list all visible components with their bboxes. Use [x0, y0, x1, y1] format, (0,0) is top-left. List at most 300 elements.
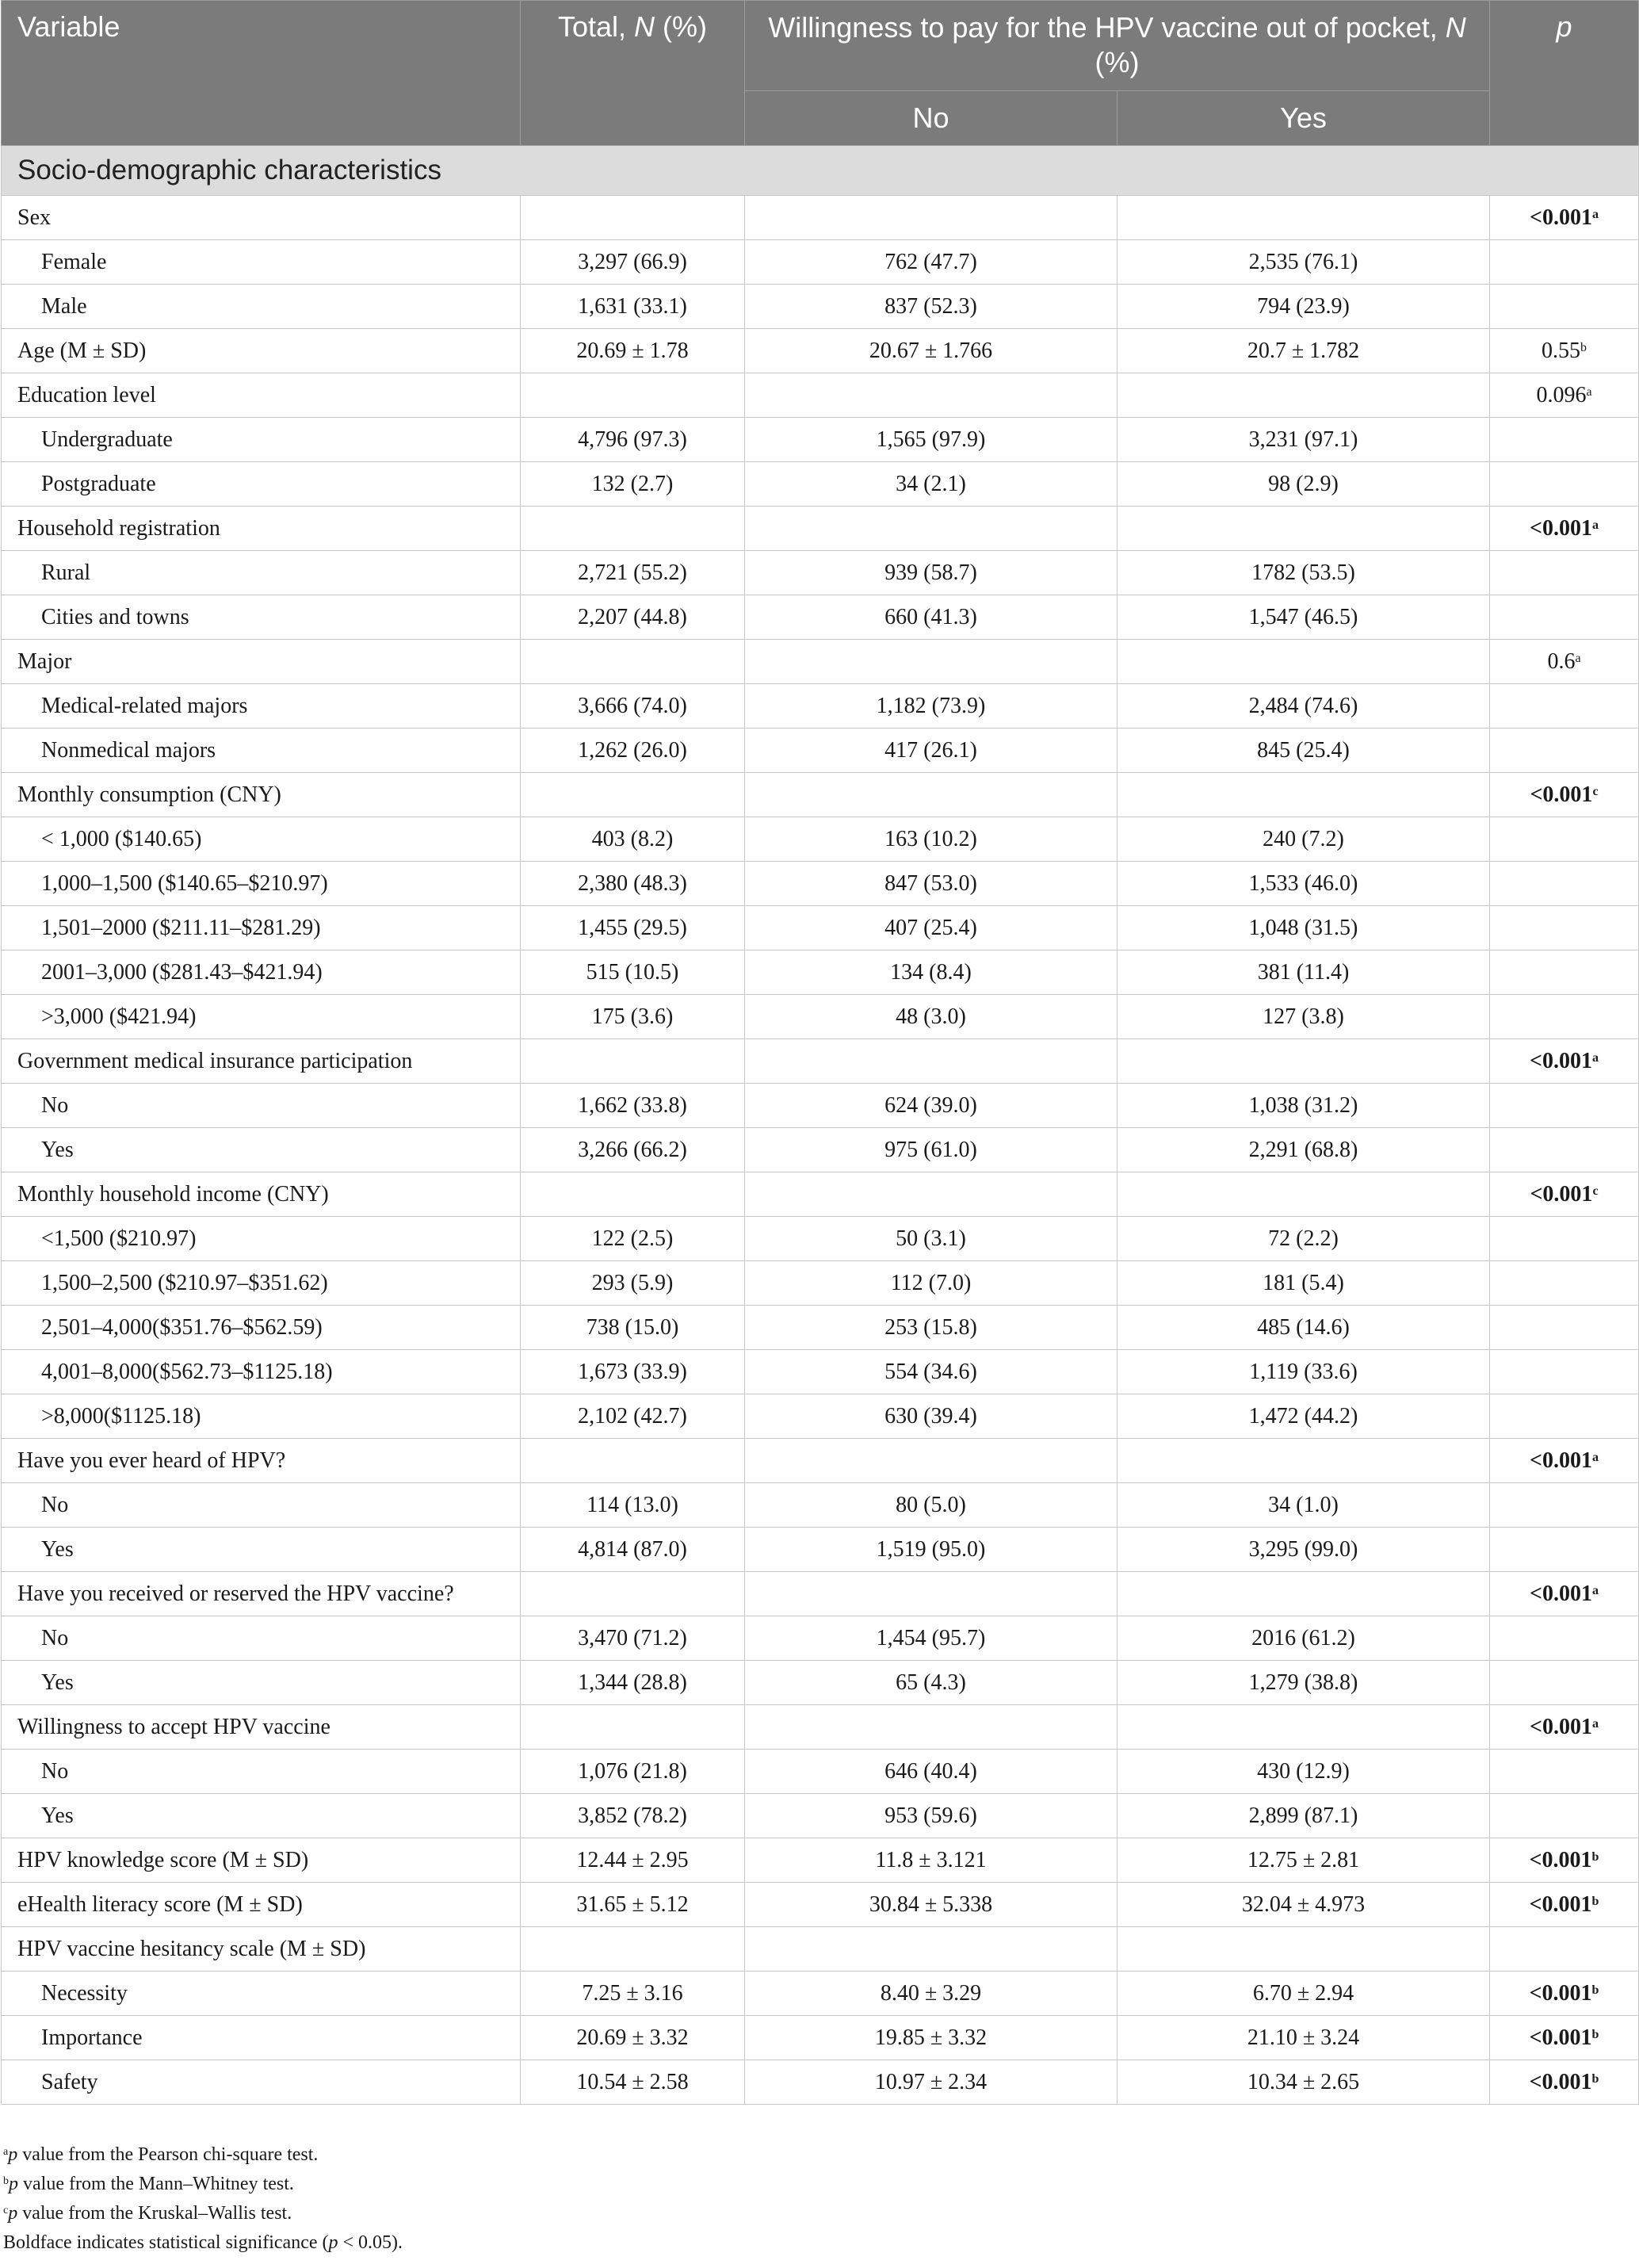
table-header — [2, 1, 1639, 146]
row-label: Major — [2, 640, 521, 684]
row-label: HPV knowledge score (M ± SD) — [2, 1838, 521, 1883]
footnote-text: value from the Pearson chi-square test. — [17, 2144, 319, 2165]
table-row — [2, 1039, 1639, 1084]
cell-yes: 1,048 (31.5) — [1118, 906, 1490, 950]
cell-yes: 381 (11.4) — [1118, 950, 1490, 995]
cell-yes: 2016 (61.2) — [1118, 1616, 1490, 1661]
cell-yes: 1782 (53.5) — [1118, 551, 1490, 595]
cell-total: 1,262 (26.0) — [521, 729, 745, 773]
cell-no — [745, 1572, 1118, 1616]
cell-p-value — [1490, 950, 1639, 995]
row-label: Household registration — [2, 507, 521, 551]
p-value-note-marker: b — [1580, 340, 1587, 354]
cell-no — [745, 1439, 1118, 1483]
table-row — [2, 373, 1639, 418]
cell-total — [521, 773, 745, 817]
cell-total: 3,852 (78.2) — [521, 1794, 745, 1838]
row-label: Yes — [2, 1661, 521, 1705]
table-row — [2, 1750, 1639, 1794]
cell-no: 407 (25.4) — [745, 906, 1118, 950]
row-label: Yes — [2, 1128, 521, 1172]
row-label: 4,001–8,000($562.73–$1125.18) — [2, 1350, 521, 1394]
cell-total: 20.69 ± 1.78 — [521, 329, 745, 373]
cell-total: 1,344 (28.8) — [521, 1661, 745, 1705]
cell-no: 646 (40.4) — [745, 1750, 1118, 1794]
p-value-note-marker: a — [1592, 1716, 1599, 1731]
cell-yes: 34 (1.0) — [1118, 1483, 1490, 1528]
row-label: Cities and towns — [2, 595, 521, 640]
table-row — [2, 1439, 1639, 1483]
table-row — [2, 862, 1639, 906]
cell-no — [745, 1927, 1118, 1972]
p-value-note-marker: b — [1591, 2071, 1599, 2086]
table-row — [2, 729, 1639, 773]
cell-yes: 3,295 (99.0) — [1118, 1528, 1490, 1572]
cell-yes: 32.04 ± 4.973 — [1118, 1883, 1490, 1927]
cell-p-value — [1490, 196, 1639, 240]
table-row — [2, 773, 1639, 817]
table-row — [2, 1661, 1639, 1705]
header-yes: Yes — [1118, 91, 1490, 146]
table-row — [2, 1261, 1639, 1306]
cell-total: 132 (2.7) — [521, 462, 745, 507]
cell-yes: 3,231 (97.1) — [1118, 418, 1490, 462]
footnote-marker: c — [3, 2205, 9, 2216]
table-row — [2, 1528, 1639, 1572]
cell-no: 953 (59.6) — [745, 1794, 1118, 1838]
cell-total: 4,796 (97.3) — [521, 418, 745, 462]
cell-total: 10.54 ± 2.58 — [521, 2060, 745, 2105]
cell-no: 1,454 (95.7) — [745, 1616, 1118, 1661]
p-value: 0.096 — [1536, 382, 1587, 407]
cell-total: 3,297 (66.9) — [521, 240, 745, 285]
row-label: Yes — [2, 1528, 521, 1572]
p-value: <0.001 — [1530, 205, 1592, 230]
row-label: Monthly consumption (CNY) — [2, 773, 521, 817]
table-row — [2, 2060, 1639, 2105]
cell-p-value — [1490, 1039, 1639, 1084]
table-row — [2, 196, 1639, 240]
cell-yes — [1118, 773, 1490, 817]
cell-total — [521, 1572, 745, 1616]
cell-yes: 127 (3.8) — [1118, 995, 1490, 1039]
cell-total: 7.25 ± 3.16 — [521, 1972, 745, 2016]
cell-no: 1,182 (73.9) — [745, 684, 1118, 729]
cell-no — [745, 640, 1118, 684]
cell-p-value — [1490, 1794, 1639, 1838]
cell-total: 20.69 ± 3.32 — [521, 2016, 745, 2060]
cell-yes: 845 (25.4) — [1118, 729, 1490, 773]
cell-p-value — [1490, 1528, 1639, 1572]
cell-total: 3,470 (71.2) — [521, 1616, 745, 1661]
row-label: Nonmedical majors — [2, 729, 521, 773]
footnote-text: Boldface indicates statistical significance ( — [3, 2232, 329, 2253]
p-value: 0.6 — [1547, 648, 1576, 674]
cell-yes — [1118, 640, 1490, 684]
row-label: Have you received or reserved the HPV vaccine? — [2, 1572, 521, 1616]
cell-no — [745, 373, 1118, 418]
cell-no: 624 (39.0) — [745, 1084, 1118, 1128]
cell-p-value — [1490, 1616, 1639, 1661]
cell-yes: 2,899 (87.1) — [1118, 1794, 1490, 1838]
cell-yes: 20.7 ± 1.782 — [1118, 329, 1490, 373]
table-row — [2, 1217, 1639, 1261]
cell-p-value — [1490, 551, 1639, 595]
cell-total: 293 (5.9) — [521, 1261, 745, 1306]
cell-yes: 6.70 ± 2.94 — [1118, 1972, 1490, 2016]
cell-p-value — [1490, 418, 1639, 462]
row-label: Willingness to accept HPV vaccine — [2, 1705, 521, 1750]
p-value: <0.001 — [1530, 782, 1593, 807]
row-label: 1,501–2000 ($211.11–$281.29) — [2, 906, 521, 950]
row-label: Yes — [2, 1794, 521, 1838]
p-value-note-marker: b — [1591, 1983, 1599, 1997]
table-row — [2, 1794, 1639, 1838]
cell-no — [745, 196, 1118, 240]
cell-p-value — [1490, 1261, 1639, 1306]
cell-no: 20.67 ± 1.766 — [745, 329, 1118, 373]
cell-yes: 2,291 (68.8) — [1118, 1128, 1490, 1172]
cell-yes — [1118, 1927, 1490, 1972]
cell-p-value — [1490, 329, 1639, 373]
p-value-note-marker: c — [1592, 784, 1599, 798]
header-variable: Variable — [2, 1, 521, 146]
cell-p-value — [1490, 1439, 1639, 1483]
cell-yes — [1118, 1439, 1490, 1483]
cell-no: 762 (47.7) — [745, 240, 1118, 285]
footnote-p: p — [328, 2232, 338, 2253]
table-row — [2, 2016, 1639, 2060]
footnote-p: p — [8, 2203, 18, 2224]
row-label: < 1,000 ($140.65) — [2, 817, 521, 862]
cell-yes: 1,279 (38.8) — [1118, 1661, 1490, 1705]
cell-no: 48 (3.0) — [745, 995, 1118, 1039]
cell-yes: 98 (2.9) — [1118, 462, 1490, 507]
footnote-text: < 0.05). — [338, 2232, 403, 2253]
cell-no: 554 (34.6) — [745, 1350, 1118, 1394]
table-row — [2, 950, 1639, 995]
p-value-note-marker: a — [1592, 518, 1599, 532]
cell-yes: 181 (5.4) — [1118, 1261, 1490, 1306]
row-label: No — [2, 1483, 521, 1528]
results-table — [1, 0, 1639, 2105]
table-body — [2, 146, 1639, 2105]
p-value: <0.001 — [1530, 1448, 1592, 1473]
cell-total: 403 (8.2) — [521, 817, 745, 862]
table-row — [2, 1084, 1639, 1128]
cell-total — [521, 1705, 745, 1750]
cell-no — [745, 1705, 1118, 1750]
cell-p-value — [1490, 1838, 1639, 1883]
row-label: eHealth literacy score (M ± SD) — [2, 1883, 521, 1927]
cell-no: 975 (61.0) — [745, 1128, 1118, 1172]
table-row — [2, 1838, 1639, 1883]
cell-p-value — [1490, 507, 1639, 551]
cell-total: 1,076 (21.8) — [521, 1750, 745, 1794]
cell-p-value — [1490, 462, 1639, 507]
table-row — [2, 817, 1639, 862]
row-label: No — [2, 1750, 521, 1794]
cell-no — [745, 507, 1118, 551]
cell-p-value — [1490, 1084, 1639, 1128]
cell-total — [521, 196, 745, 240]
table-row — [2, 240, 1639, 285]
p-value: <0.001 — [1529, 1891, 1592, 1917]
p-value-note-marker: a — [1592, 207, 1599, 221]
cell-no — [745, 773, 1118, 817]
table-row — [2, 1616, 1639, 1661]
cell-total: 1,662 (33.8) — [521, 1084, 745, 1128]
cell-yes: 12.75 ± 2.81 — [1118, 1838, 1490, 1883]
cell-yes — [1118, 507, 1490, 551]
p-value-note-marker: b — [1591, 1849, 1599, 1864]
cell-yes: 240 (7.2) — [1118, 817, 1490, 862]
cell-p-value — [1490, 1350, 1639, 1394]
row-label: Have you ever heard of HPV? — [2, 1439, 521, 1483]
cell-p-value — [1490, 1972, 1639, 2016]
cell-no — [745, 1172, 1118, 1217]
cell-p-value — [1490, 595, 1639, 640]
cell-p-value — [1490, 1572, 1639, 1616]
cell-total: 175 (3.6) — [521, 995, 745, 1039]
cell-total — [521, 1172, 745, 1217]
p-value-note-marker: a — [1592, 1583, 1599, 1597]
row-label: 2,501–4,000($351.76–$562.59) — [2, 1306, 521, 1350]
section-row — [2, 146, 1639, 196]
cell-total: 2,207 (44.8) — [521, 595, 745, 640]
table-row — [2, 1172, 1639, 1217]
cell-total: 114 (13.0) — [521, 1483, 745, 1528]
p-value: 0.55 — [1542, 338, 1581, 363]
cell-no: 1,519 (95.0) — [745, 1528, 1118, 1572]
row-label: No — [2, 1616, 521, 1661]
p-value: <0.001 — [1530, 1714, 1592, 1739]
table-footnotes — [3, 2140, 1509, 2258]
cell-yes: 1,119 (33.6) — [1118, 1350, 1490, 1394]
p-value-note-marker: c — [1592, 1184, 1599, 1198]
table-row — [2, 906, 1639, 950]
cell-no — [745, 1039, 1118, 1084]
cell-no: 847 (53.0) — [745, 862, 1118, 906]
cell-total: 122 (2.5) — [521, 1217, 745, 1261]
footnote-p: p — [9, 2174, 18, 2194]
footnote-marker: a — [3, 2146, 9, 2158]
p-value: <0.001 — [1529, 1980, 1592, 2006]
table-row — [2, 684, 1639, 729]
cell-total: 1,673 (33.9) — [521, 1350, 745, 1394]
row-label: >3,000 ($421.94) — [2, 995, 521, 1039]
header-no: No — [745, 91, 1118, 146]
cell-no: 253 (15.8) — [745, 1306, 1118, 1350]
row-label: 1,000–1,500 ($140.65–$210.97) — [2, 862, 521, 906]
cell-total: 3,266 (66.2) — [521, 1128, 745, 1172]
cell-no: 80 (5.0) — [745, 1483, 1118, 1528]
cell-total — [521, 1927, 745, 1972]
footnote-text: value from the Mann–Whitney test. — [18, 2174, 294, 2194]
cell-p-value — [1490, 1750, 1639, 1794]
row-label: Female — [2, 240, 521, 285]
cell-yes — [1118, 1039, 1490, 1084]
footnote-text: value from the Kruskal–Wallis test. — [17, 2203, 292, 2224]
cell-no: 837 (52.3) — [745, 285, 1118, 329]
section-label: Socio-demographic characteristics — [2, 146, 1639, 196]
table-row — [2, 1483, 1639, 1528]
row-label: Rural — [2, 551, 521, 595]
cell-total — [521, 373, 745, 418]
cell-no: 112 (7.0) — [745, 1261, 1118, 1306]
cell-p-value — [1490, 817, 1639, 862]
header-willingness-group: Willingness to pay for the HPV vaccine out of pocket, N (%) — [745, 1, 1490, 91]
cell-no: 30.84 ± 5.338 — [745, 1883, 1118, 1927]
p-value: <0.001 — [1529, 2025, 1592, 2050]
cell-p-value — [1490, 1394, 1639, 1439]
row-label: Undergraduate — [2, 418, 521, 462]
cell-yes: 1,472 (44.2) — [1118, 1394, 1490, 1439]
cell-no: 34 (2.1) — [745, 462, 1118, 507]
cell-yes: 1,533 (46.0) — [1118, 862, 1490, 906]
cell-total: 3,666 (74.0) — [521, 684, 745, 729]
cell-p-value — [1490, 1705, 1639, 1750]
cell-yes — [1118, 1705, 1490, 1750]
cell-p-value — [1490, 1883, 1639, 1927]
row-label: Age (M ± SD) — [2, 329, 521, 373]
row-label: Government medical insurance participation — [2, 1039, 521, 1084]
p-value-note-marker: a — [1592, 1450, 1599, 1464]
cell-no: 660 (41.3) — [745, 595, 1118, 640]
header-total: Total, N (%) — [521, 1, 745, 146]
cell-total — [521, 1439, 745, 1483]
row-label: Education level — [2, 373, 521, 418]
row-label: 1,500–2,500 ($210.97–$351.62) — [2, 1261, 521, 1306]
table-row — [2, 462, 1639, 507]
cell-total: 4,814 (87.0) — [521, 1528, 745, 1572]
p-value: <0.001 — [1530, 1581, 1592, 1606]
cell-p-value — [1490, 2060, 1639, 2105]
table-row — [2, 329, 1639, 373]
p-value-note-marker: a — [1592, 1050, 1599, 1065]
cell-p-value — [1490, 285, 1639, 329]
table-row — [2, 285, 1639, 329]
p-value: <0.001 — [1529, 1847, 1592, 1872]
table-row — [2, 551, 1639, 595]
cell-p-value — [1490, 995, 1639, 1039]
header-p-value: p — [1490, 1, 1639, 146]
cell-p-value — [1490, 1661, 1639, 1705]
table-row — [2, 640, 1639, 684]
row-label: Sex — [2, 196, 521, 240]
cell-yes: 794 (23.9) — [1118, 285, 1490, 329]
table-row — [2, 507, 1639, 551]
footnote — [3, 2170, 1509, 2199]
cell-p-value — [1490, 1217, 1639, 1261]
cell-p-value — [1490, 640, 1639, 684]
cell-no: 417 (26.1) — [745, 729, 1118, 773]
p-value-note-marker: b — [1591, 2027, 1599, 2041]
row-label: Necessity — [2, 1972, 521, 2016]
cell-no: 65 (4.3) — [745, 1661, 1118, 1705]
row-label: 2001–3,000 ($281.43–$421.94) — [2, 950, 521, 995]
cell-no: 11.8 ± 3.121 — [745, 1838, 1118, 1883]
cell-no: 630 (39.4) — [745, 1394, 1118, 1439]
table-row — [2, 1128, 1639, 1172]
cell-total: 515 (10.5) — [521, 950, 745, 995]
row-label: Monthly household income (CNY) — [2, 1172, 521, 1217]
cell-total — [521, 640, 745, 684]
cell-total: 2,721 (55.2) — [521, 551, 745, 595]
cell-p-value — [1490, 684, 1639, 729]
row-label: HPV vaccine hesitancy scale (M ± SD) — [2, 1927, 521, 1972]
cell-total: 31.65 ± 5.12 — [521, 1883, 745, 1927]
table-row — [2, 1306, 1639, 1350]
footnote-significance — [3, 2228, 1509, 2258]
cell-no: 134 (8.4) — [745, 950, 1118, 995]
p-value-note-marker: b — [1591, 1894, 1599, 1908]
cell-yes: 1,038 (31.2) — [1118, 1084, 1490, 1128]
cell-total: 2,102 (42.7) — [521, 1394, 745, 1439]
cell-yes: 485 (14.6) — [1118, 1306, 1490, 1350]
cell-p-value — [1490, 862, 1639, 906]
footnote — [3, 2140, 1509, 2170]
cell-yes: 21.10 ± 3.24 — [1118, 2016, 1490, 2060]
row-label: Safety — [2, 2060, 521, 2105]
cell-p-value — [1490, 1128, 1639, 1172]
cell-total: 12.44 ± 2.95 — [521, 1838, 745, 1883]
cell-no: 8.40 ± 3.29 — [745, 1972, 1118, 2016]
cell-p-value — [1490, 773, 1639, 817]
table-row — [2, 1572, 1639, 1616]
p-value: <0.001 — [1529, 2069, 1592, 2094]
cell-no: 1,565 (97.9) — [745, 418, 1118, 462]
p-value-note-marker: a — [1575, 651, 1581, 665]
cell-no: 19.85 ± 3.32 — [745, 2016, 1118, 2060]
cell-total — [521, 507, 745, 551]
cell-p-value — [1490, 1172, 1639, 1217]
cell-total: 1,455 (29.5) — [521, 906, 745, 950]
cell-yes: 430 (12.9) — [1118, 1750, 1490, 1794]
table-row — [2, 418, 1639, 462]
footnote-marker: b — [3, 2175, 9, 2187]
table-row — [2, 1705, 1639, 1750]
row-label: Medical-related majors — [2, 684, 521, 729]
cell-yes — [1118, 1572, 1490, 1616]
table-row — [2, 1883, 1639, 1927]
cell-total: 1,631 (33.1) — [521, 285, 745, 329]
table-row — [2, 1350, 1639, 1394]
cell-yes: 1,547 (46.5) — [1118, 595, 1490, 640]
cell-p-value — [1490, 373, 1639, 418]
table-row — [2, 1394, 1639, 1439]
cell-p-value — [1490, 729, 1639, 773]
row-label: >8,000($1125.18) — [2, 1394, 521, 1439]
table-row — [2, 595, 1639, 640]
cell-yes: 72 (2.2) — [1118, 1217, 1490, 1261]
cell-total: 738 (15.0) — [521, 1306, 745, 1350]
cell-no: 10.97 ± 2.34 — [745, 2060, 1118, 2105]
row-label: Male — [2, 285, 521, 329]
cell-p-value — [1490, 2016, 1639, 2060]
row-label: <1,500 ($210.97) — [2, 1217, 521, 1261]
footnote — [3, 2199, 1509, 2228]
table-row — [2, 1927, 1639, 1972]
p-value: <0.001 — [1530, 515, 1592, 541]
p-value: <0.001 — [1530, 1048, 1592, 1073]
cell-yes — [1118, 196, 1490, 240]
p-value-note-marker: a — [1586, 384, 1592, 399]
row-label: Postgraduate — [2, 462, 521, 507]
cell-yes — [1118, 373, 1490, 418]
cell-total: 2,380 (48.3) — [521, 862, 745, 906]
cell-no: 50 (3.1) — [745, 1217, 1118, 1261]
